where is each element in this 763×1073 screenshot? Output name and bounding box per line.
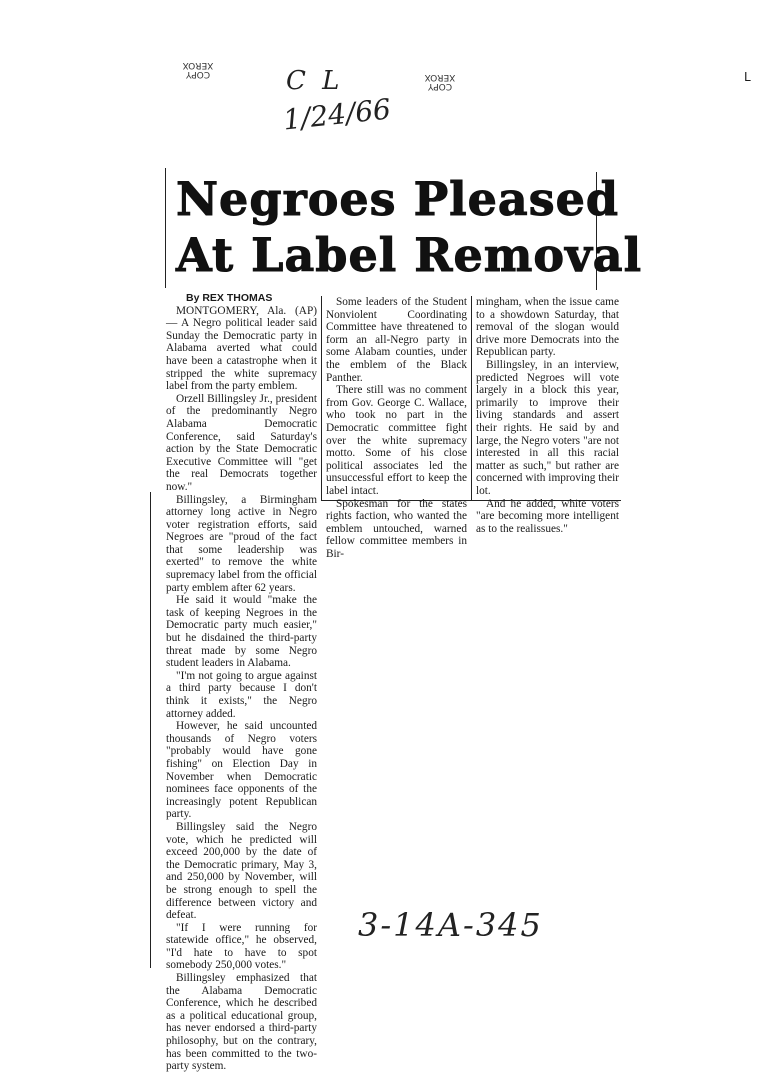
article-column-1 — [166, 292, 317, 1073]
column-divider-1 — [321, 296, 322, 500]
col1-paragraph: Billingsley, a Birmingham attorney long active in Negro voter registration efforts, said Negroes are "proud of the fact that some leadership was exerted" to remove the white supremacy label from the official party emblem after 62 years. — [166, 493, 317, 594]
clipping-left-edge — [165, 168, 166, 288]
stamp-left-line2: XEROX — [182, 60, 214, 70]
stamp-right-line2: XEROX — [424, 72, 456, 82]
col2-paragraph: Spokesman for the states rights faction, who wanted the emblem untouched, warned fellow committee members in Bir- — [326, 497, 467, 560]
column-bottom-rule — [321, 500, 621, 501]
corner-mark: L — [744, 70, 751, 84]
xerox-stamp-left — [176, 60, 220, 78]
article-column-2 — [326, 296, 467, 560]
handwritten-file-number: 3-14A-345 — [358, 906, 543, 944]
article-headline-line1: Negroes Pleased — [176, 172, 620, 226]
clipping-left-lower-edge — [150, 492, 151, 968]
stamp-left-line1: COPY — [185, 69, 211, 79]
col1-paragraph: Billingsley emphasized that the Alabama Democratic Conference, which he described as a political educational group, has never endorsed a third-party philosophy, but on the contrary, has been committed to the two-party system. — [166, 972, 317, 1073]
col1-paragraph: He said it would "make the task of keeping Negroes in the Democratic party much easier," but he disdained the third-party threat made by some Negro student leaders in Alabama. — [166, 594, 317, 670]
col1-paragraph: MONTGOMERY, Ala. (AP) — A Negro political leader said Sunday the Democratic party in Alabama averted what could have been a catastrophe when it stripped the white supremacy label from the party emblem. — [166, 304, 317, 393]
column-divider-2 — [471, 296, 472, 500]
col3-paragraph: Billingsley, in an interview, predicted Negroes will vote largely in a block this year, primarily to improve their living standards and assert their rights. He said by and large, the Negro voters "are not interested in all this racial matter as such," but rather are concerned with improving their lot. — [476, 358, 619, 497]
col1-paragraph: However, he said uncounted thousands of Negro voters "probably would have gone fishing" on Election Day in November when Democratic nominees face opponents of the increasingly potent Republican party. — [166, 720, 317, 821]
article-headline-line2: At Label Removal — [176, 228, 643, 282]
col3-paragraph: And he added, white voters "are becoming more intelligent as to the realissues." — [476, 497, 619, 535]
handwritten-initials: C L — [286, 66, 344, 96]
col1-paragraph: "I'm not going to argue against a third party because I don't think it exists," the Negro attorney added. — [166, 669, 317, 720]
handwritten-date: 1/24/66 — [281, 92, 393, 137]
xerox-stamp-right — [418, 72, 462, 90]
col1-paragraph: Billingsley said the Negro vote, which he predicted will exceed 200,000 by the date of the Democratic primary, May 3, and 250,000 by November, will be strong enough to spell the difference between victory and defeat. — [166, 820, 317, 922]
col1-paragraph: Orzell Billingsley Jr., president of the predominantly Negro Alabama Democratic Conference, said Saturday's action by the State Democratic Executive Committee will "get the real Democrats together now." — [166, 392, 317, 493]
col3-paragraph: mingham, when the issue came to a showdown Saturday, that removal of the slogan would drive more Democrats into the Republican party. — [476, 296, 619, 359]
col2-paragraph: Some leaders of the Student Nonviolent Coordinating Committee have threatened to form an all-Negro party in some Alabam counties, under the emblem of the Black Panther. — [326, 296, 467, 384]
stamp-right-line1: COPY — [427, 81, 453, 91]
article-byline: By REX THOMAS — [186, 292, 273, 304]
col2-paragraph: There still was no comment from Gov. George C. Wallace, who took no part in the Democratic committee fight over the white supremacy motto. Some of his close political associates led the unsuccessful effort to keep the label intact. — [326, 384, 467, 497]
col1-paragraph: "If I were running for statewide office," he observed, "I'd hate to have to spot somebody 250,000 votes." — [166, 921, 317, 972]
